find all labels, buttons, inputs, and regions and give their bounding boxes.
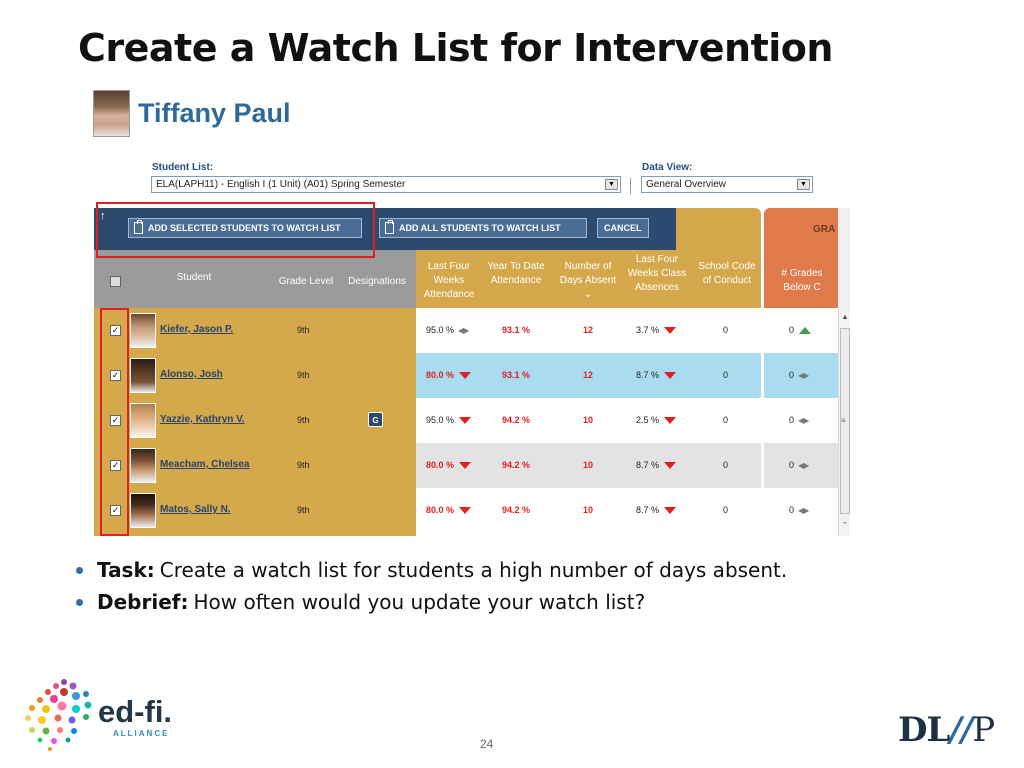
trend-flat-icon: ◀▶ [798, 371, 809, 380]
trend-down-icon [459, 417, 471, 424]
trend-down-icon [459, 507, 471, 514]
bullet-text: How often would you update your watch list? [193, 590, 646, 614]
value: 80.0 % [426, 460, 455, 470]
value: 80.0 % [426, 505, 455, 515]
value: 0 [789, 370, 795, 380]
ytd-attendance: 94.2 % [502, 415, 531, 425]
scroll-up-icon[interactable]: ▲ [841, 314, 849, 321]
task-bullets [76, 558, 787, 622]
edfi-alliance-logo [18, 672, 198, 754]
code-of-conduct: 0 [723, 460, 729, 470]
grades-below-c [789, 460, 808, 470]
header-gap [838, 208, 850, 308]
bullet-task [76, 558, 787, 582]
grade-level: 9th [297, 505, 310, 515]
days-absent: 10 [583, 415, 594, 425]
value: 8.7 % [636, 505, 660, 515]
clipboard-icon [385, 222, 394, 234]
column-header-student[interactable]: Student [176, 272, 212, 283]
dlp-logo [898, 710, 994, 750]
trend-down-icon [459, 462, 471, 469]
scroll-down-icon[interactable]: – [843, 520, 847, 527]
class-absences [636, 370, 676, 380]
dlp-logo-slashes: // [949, 710, 973, 750]
value: 2.5 % [636, 415, 660, 425]
slide-title: Create a Watch List for Intervention [78, 26, 833, 70]
grade-level: 9th [297, 370, 310, 380]
select-all-checkbox[interactable] [110, 276, 121, 287]
table-row[interactable] [94, 398, 838, 443]
page-number: 24 [480, 737, 494, 751]
table-row[interactable] [94, 308, 838, 353]
row-checkbox[interactable]: ✓ [111, 415, 120, 425]
trend-down-icon [459, 372, 471, 379]
table-row[interactable] [94, 443, 838, 488]
bullet-text: Create a watch list for students a high number of days absent. [159, 558, 788, 582]
days-absent: 10 [583, 505, 594, 515]
class-absences [636, 415, 676, 425]
code-of-conduct: 0 [723, 370, 729, 380]
value: 0 [789, 505, 795, 515]
user-profile [93, 90, 291, 137]
trend-down-icon [664, 417, 676, 424]
student-name-link[interactable]: Matos, Sally N. [160, 504, 231, 515]
student-name-link[interactable]: Kiefer, Jason P. [160, 324, 234, 335]
last-four-weeks-attendance [426, 415, 471, 425]
add-all-to-watchlist-button[interactable] [379, 218, 587, 238]
column-header-days-absent[interactable] [556, 260, 620, 302]
value: 8.7 % [636, 370, 660, 380]
edfi-alliance-text: ALLIANCE [113, 729, 170, 738]
grade-level: 9th [297, 325, 310, 335]
chevron-down-icon[interactable]: ▼ [797, 179, 810, 190]
student-name-link[interactable]: Alonso, Josh [160, 369, 223, 380]
value: 0 [789, 325, 795, 335]
edfi-dots-icon [25, 679, 92, 751]
class-absences [636, 460, 676, 470]
sort-chevron-down-icon[interactable]: ⌄ [583, 289, 593, 300]
days-absent: 12 [583, 370, 594, 380]
last-four-weeks-attendance [426, 325, 468, 335]
add-selected-label: ADD SELECTED STUDENTS TO WATCH LIST [148, 223, 341, 233]
code-of-conduct: 0 [723, 505, 729, 515]
days-absent-header-label: Number of Days Absent [559, 261, 617, 286]
column-header-class-absences[interactable]: Last Four Weeks Class Absences [627, 254, 687, 293]
class-absences [636, 505, 676, 515]
column-header-code-of-conduct[interactable]: School Code of Conduct [698, 261, 756, 286]
trend-up-icon [799, 327, 811, 334]
overflow-column-header: GRA [813, 224, 836, 235]
cancel-button[interactable]: CANCEL [597, 218, 649, 238]
row-checkbox[interactable]: ✓ [111, 370, 120, 380]
column-header-grades-below-c[interactable]: # Grades Below C [781, 268, 823, 293]
days-absent: 10 [583, 460, 594, 470]
student-list-value: ELA(LAPH11) - English I (1 Unit) (A01) Spring Semester [156, 179, 406, 190]
student-photo [130, 493, 156, 528]
ytd-attendance: 93.1 % [502, 370, 531, 380]
bullet-dot [76, 599, 83, 606]
header-band-gold [676, 208, 761, 250]
column-header-ytd-attendance[interactable]: Year To Date Attendance [487, 261, 545, 286]
table-row[interactable] [94, 353, 838, 398]
value: 95.0 % [426, 325, 455, 335]
value: 3.7 % [636, 325, 660, 335]
grades-below-c [789, 325, 811, 335]
grades-below-c [789, 505, 808, 515]
column-header-designations[interactable]: Designations [348, 276, 406, 287]
trend-down-icon [664, 507, 676, 514]
chevron-down-icon[interactable]: ▼ [605, 179, 618, 190]
last-four-weeks-attendance [426, 460, 471, 470]
value: 8.7 % [636, 460, 660, 470]
student-watchlist-panel [94, 160, 850, 536]
ytd-attendance: 94.2 % [502, 460, 531, 470]
bullet-debrief [76, 590, 787, 614]
column-header-last-four-weeks-attendance[interactable]: Last Four Weeks Attendance [423, 261, 475, 300]
student-photo [130, 448, 156, 483]
ytd-attendance: 94.2 % [502, 505, 531, 515]
divider [630, 178, 631, 194]
column-header-grade-level[interactable]: Grade Level [278, 276, 334, 287]
code-of-conduct: 0 [723, 325, 729, 335]
grades-below-c [789, 370, 808, 380]
days-absent: 12 [583, 325, 594, 335]
designation-badge[interactable]: G [368, 412, 383, 427]
student-name-link[interactable]: Yazzie, Kathryn V. [160, 414, 245, 425]
grades-below-c [789, 415, 808, 425]
student-photo [130, 313, 156, 348]
student-photo [130, 358, 156, 393]
bullet-dot [76, 567, 83, 574]
edfi-wordmark: ed-fi. [98, 694, 173, 729]
value: 0 [789, 460, 795, 470]
student-list-select[interactable] [151, 176, 621, 193]
data-view-label: Data View: [642, 162, 693, 173]
trend-down-icon [664, 462, 676, 469]
trend-down-icon [664, 327, 676, 334]
trend-flat-icon: ◀▶ [798, 461, 809, 470]
last-four-weeks-attendance [426, 505, 471, 515]
arrow-up-icon: ↑ [100, 210, 106, 222]
trend-down-icon [664, 372, 676, 379]
trend-flat-icon: ◀▶ [798, 416, 809, 425]
trend-flat-icon: ◀▶ [798, 506, 809, 515]
table-row[interactable] [94, 488, 838, 533]
value: 0 [789, 415, 795, 425]
ytd-attendance: 93.1 % [502, 325, 531, 335]
student-name-link[interactable]: Meacham, Chelsea [160, 459, 250, 470]
code-of-conduct: 0 [723, 415, 729, 425]
bullet-label: Debrief: [97, 590, 189, 614]
dlp-logo-left: DL [898, 710, 950, 750]
row-checkbox[interactable]: ✓ [111, 505, 120, 515]
highlight-box-toolbar-button [96, 202, 375, 258]
highlight-box-checkboxes [100, 308, 129, 536]
grip-icon: ≡ [841, 416, 846, 425]
grade-level: 9th [297, 460, 310, 470]
class-absences [636, 325, 676, 335]
grade-level: 9th [297, 415, 310, 425]
last-four-weeks-attendance [426, 370, 471, 380]
row-checkbox[interactable]: ✓ [111, 460, 120, 470]
dlp-logo-right: P [972, 710, 995, 750]
value: 95.0 % [426, 415, 455, 425]
add-all-label: ADD ALL STUDENTS TO WATCH LIST [399, 223, 561, 233]
data-view-value: General Overview [646, 179, 727, 190]
student-list-label: Student List: [152, 162, 214, 173]
value: 80.0 % [426, 370, 455, 380]
trend-flat-icon: ◀▶ [458, 326, 469, 335]
profile-name: Tiffany Paul [138, 98, 291, 128]
data-view-select[interactable] [641, 176, 813, 193]
student-photo [130, 403, 156, 438]
table-scrollbar[interactable] [838, 308, 850, 536]
avatar [93, 90, 130, 137]
row-checkbox[interactable]: ✓ [111, 325, 120, 335]
bullet-label: Task: [97, 558, 155, 582]
